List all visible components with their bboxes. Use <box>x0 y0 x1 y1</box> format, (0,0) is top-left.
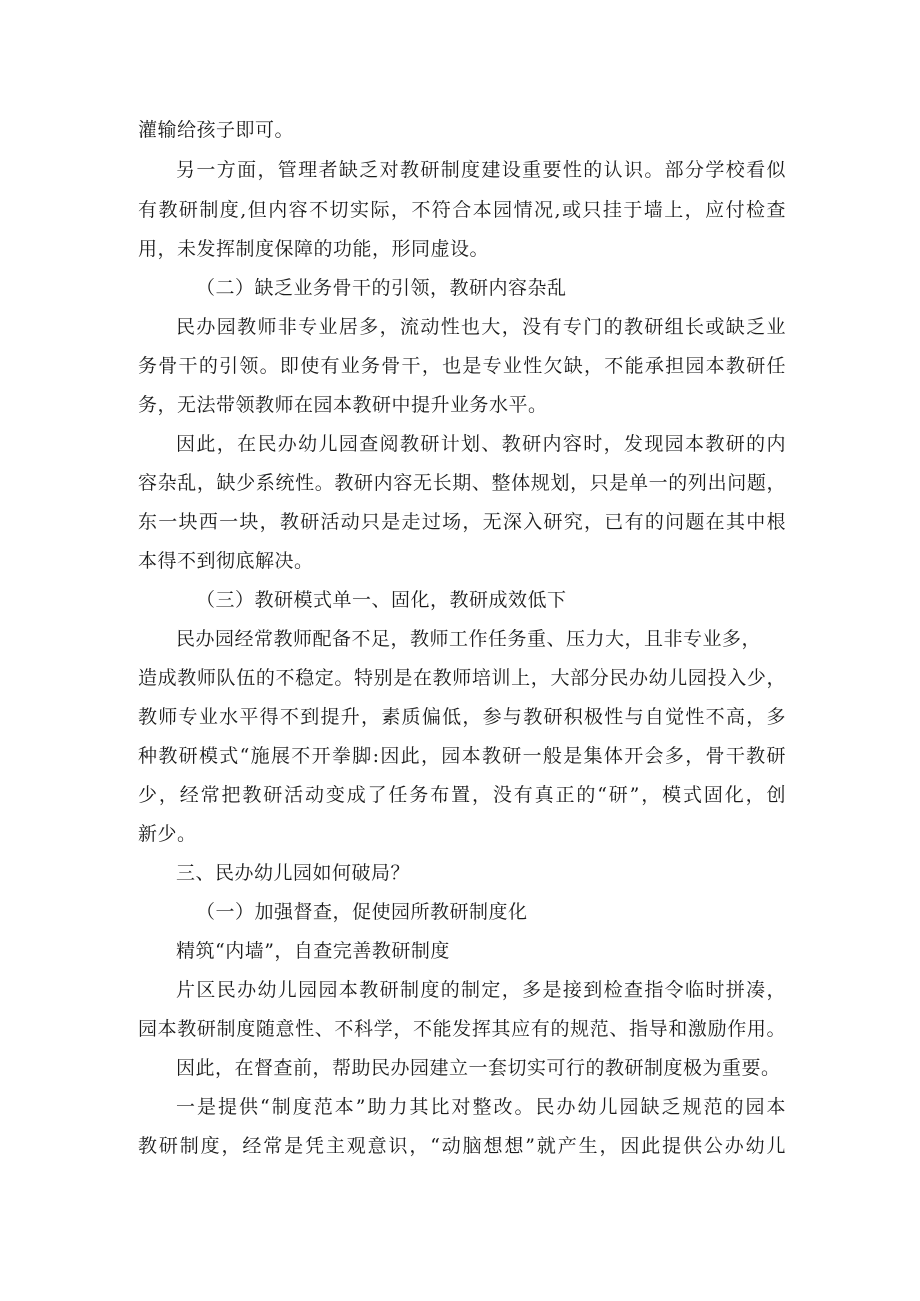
text-line-23: 片区民办幼儿园园本教研制度的制定，多是接到检查指令临时拼凑， <box>176 979 786 1001</box>
text-line-16: 教师专业水平得不到提升，素质偏低，参与教研积极性与自觉性不高，多 <box>138 706 786 728</box>
section-heading-1: （一）加强督查，促使园所教研制度化 <box>196 901 528 923</box>
text-line-24: 园本教研制度随意性、不科学，不能发挥其应有的规范、指导和激励作用。 <box>138 1018 786 1040</box>
text-line-3: 有教研制度,但内容不切实际，不符合本园情况,或只挂于墙上，应付检查 <box>138 199 786 221</box>
text-line-1: 灌输给孩子即可。 <box>138 119 295 141</box>
text-line-19: 新少。 <box>138 823 197 845</box>
text-line-2: 另一方面，管理者缺乏对教研制度建设重要性的认识。部分学校看似 <box>176 159 786 181</box>
text-line-10: 容杂乱，缺少系统性。教研内容无长期、整体规划，只是单一的列出问题， <box>138 472 786 494</box>
text-line-17: 种教研模式“施展不开拳脚:因此，园本教研一般是集体开会多，骨干教研 <box>138 745 786 767</box>
text-line-12: 本得不到彻底解决。 <box>138 550 314 572</box>
text-line-9: 因此，在民办幼儿园查阅教研计划、教研内容时，发现园本教研的内 <box>176 433 786 455</box>
text-line-7: 务骨干的引领。即使有业务骨干，也是专业性欠缺，不能承担园本教研任 <box>138 355 786 377</box>
text-line-26: 一是提供“制度范本”助力其比对整改。民办幼儿园缺乏规范的园本 <box>176 1096 786 1118</box>
text-line-27: 教研制度，经常是凭主观意识，“动脑想想”就产生，因此提供公办幼儿 <box>138 1135 786 1157</box>
text-line-14: 民办园经常教师配备不足，教师工作任务重、压力大，且非专业多， <box>176 628 762 650</box>
subsection-heading: 精筑“内墙”，自查完善教研制度 <box>176 940 450 962</box>
text-line-6: 民办园教师非专业居多，流动性也大，没有专门的教研组长或缺乏业 <box>176 316 786 338</box>
text-line-4: 用，未发挥制度保障的功能，形同虚设。 <box>138 238 490 260</box>
section-heading-3: （三）教研模式单一、固化，教研成效低下 <box>196 589 567 611</box>
section-heading-2: （二）缺乏业务骨干的引领，教研内容杂乱 <box>196 277 567 299</box>
text-line-11: 东一块西一块，教研活动只是走过场，无深入研究，已有的问题在其中根 <box>138 511 786 533</box>
chapter-heading-3: 三、民办幼儿园如何破局？ <box>176 862 411 884</box>
text-line-25: 因此，在督查前，帮助民办园建立一套切实可行的教研制度极为重要。 <box>176 1057 781 1079</box>
text-line-8: 务，无法带领教师在园本教研中提升业务水平。 <box>138 394 548 416</box>
text-line-15: 造成教师队伍的不稳定。特别是在教师培训上，大部分民办幼儿园投入少， <box>138 667 786 689</box>
text-line-18: 少，经常把教研活动变成了任务布置，没有真正的“研”，模式固化，创 <box>138 784 786 806</box>
